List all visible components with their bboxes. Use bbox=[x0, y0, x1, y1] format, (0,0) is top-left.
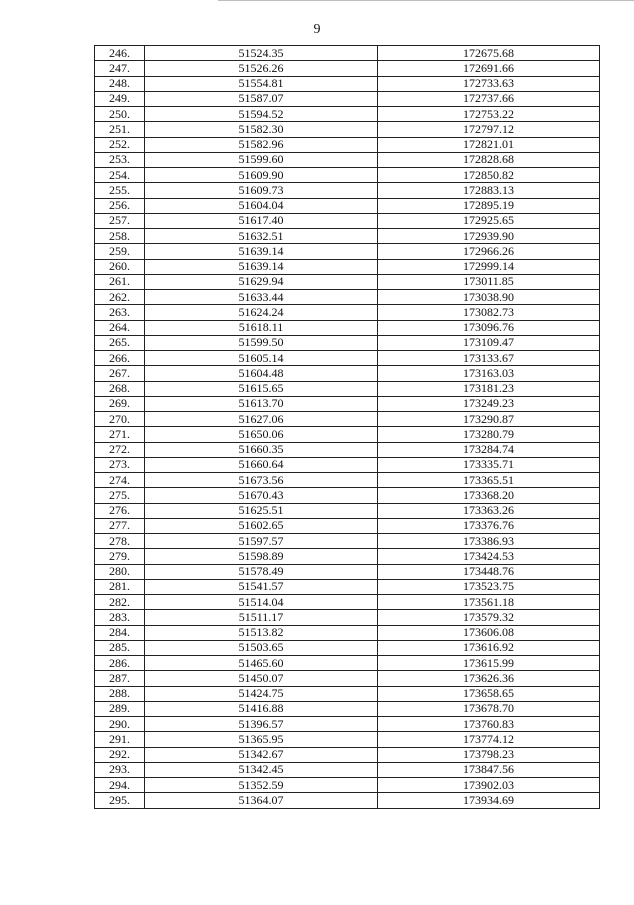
y-coordinate-cell: 172675.68 bbox=[378, 46, 600, 61]
y-coordinate-cell: 173280.79 bbox=[378, 427, 600, 442]
point-number-cell: 251. bbox=[95, 122, 145, 137]
x-coordinate-cell: 51513.82 bbox=[145, 625, 378, 640]
x-coordinate-cell: 51342.67 bbox=[145, 747, 378, 762]
y-coordinate-cell: 173615.99 bbox=[378, 656, 600, 671]
point-number-cell: 248. bbox=[95, 76, 145, 91]
x-coordinate-cell: 51582.96 bbox=[145, 137, 378, 152]
y-coordinate-cell: 172737.66 bbox=[378, 91, 600, 106]
x-coordinate-cell: 51503.65 bbox=[145, 640, 378, 655]
point-number-cell: 261. bbox=[95, 274, 145, 289]
y-coordinate-cell: 173386.93 bbox=[378, 534, 600, 549]
point-number-cell: 257. bbox=[95, 213, 145, 228]
x-coordinate-cell: 51416.88 bbox=[145, 701, 378, 716]
table-row bbox=[95, 61, 600, 76]
x-coordinate-cell: 51609.73 bbox=[145, 183, 378, 198]
table-row bbox=[95, 762, 600, 777]
point-number-cell: 255. bbox=[95, 183, 145, 198]
table-row bbox=[95, 183, 600, 198]
point-number-cell: 256. bbox=[95, 198, 145, 213]
x-coordinate-cell: 51424.75 bbox=[145, 686, 378, 701]
x-coordinate-cell: 51352.59 bbox=[145, 778, 378, 793]
table-row bbox=[95, 122, 600, 137]
x-coordinate-cell: 51597.57 bbox=[145, 534, 378, 549]
y-coordinate-cell: 172883.13 bbox=[378, 183, 600, 198]
y-coordinate-cell: 173523.75 bbox=[378, 579, 600, 594]
point-number-cell: 267. bbox=[95, 366, 145, 381]
x-coordinate-cell: 51365.95 bbox=[145, 732, 378, 747]
top-rule bbox=[218, 0, 634, 1]
point-number-cell: 286. bbox=[95, 656, 145, 671]
y-coordinate-cell: 173038.90 bbox=[378, 290, 600, 305]
point-number-cell: 293. bbox=[95, 762, 145, 777]
y-coordinate-cell: 173561.18 bbox=[378, 595, 600, 610]
point-number-cell: 284. bbox=[95, 625, 145, 640]
x-coordinate-cell: 51604.48 bbox=[145, 366, 378, 381]
x-coordinate-cell: 51660.64 bbox=[145, 457, 378, 472]
table-row bbox=[95, 305, 600, 320]
x-coordinate-cell: 51450.07 bbox=[145, 671, 378, 686]
coordinates-table bbox=[94, 45, 600, 809]
table-row bbox=[95, 671, 600, 686]
y-coordinate-cell: 172895.19 bbox=[378, 198, 600, 213]
y-coordinate-cell: 173011.85 bbox=[378, 274, 600, 289]
y-coordinate-cell: 173290.87 bbox=[378, 412, 600, 427]
y-coordinate-cell: 173133.67 bbox=[378, 351, 600, 366]
x-coordinate-cell: 51617.40 bbox=[145, 213, 378, 228]
x-coordinate-cell: 51602.65 bbox=[145, 518, 378, 533]
x-coordinate-cell: 51526.26 bbox=[145, 61, 378, 76]
point-number-cell: 271. bbox=[95, 427, 145, 442]
x-coordinate-cell: 51514.04 bbox=[145, 595, 378, 610]
table-row bbox=[95, 335, 600, 350]
x-coordinate-cell: 51618.11 bbox=[145, 320, 378, 335]
point-number-cell: 274. bbox=[95, 473, 145, 488]
table-row bbox=[95, 244, 600, 259]
y-coordinate-cell: 173363.26 bbox=[378, 503, 600, 518]
table-row bbox=[95, 625, 600, 640]
x-coordinate-cell: 51627.06 bbox=[145, 412, 378, 427]
x-coordinate-cell: 51615.65 bbox=[145, 381, 378, 396]
x-coordinate-cell: 51587.07 bbox=[145, 91, 378, 106]
point-number-cell: 287. bbox=[95, 671, 145, 686]
point-number-cell: 268. bbox=[95, 381, 145, 396]
x-coordinate-cell: 51605.14 bbox=[145, 351, 378, 366]
y-coordinate-cell: 173774.12 bbox=[378, 732, 600, 747]
y-coordinate-cell: 172691.66 bbox=[378, 61, 600, 76]
y-coordinate-cell: 173181.23 bbox=[378, 381, 600, 396]
point-number-cell: 247. bbox=[95, 61, 145, 76]
y-coordinate-cell: 173448.76 bbox=[378, 564, 600, 579]
page-number: 9 bbox=[313, 22, 321, 37]
point-number-cell: 290. bbox=[95, 717, 145, 732]
point-number-cell: 265. bbox=[95, 335, 145, 350]
table-row bbox=[95, 534, 600, 549]
x-coordinate-cell: 51342.45 bbox=[145, 762, 378, 777]
table-row bbox=[95, 91, 600, 106]
x-coordinate-cell: 51524.35 bbox=[145, 46, 378, 61]
point-number-cell: 276. bbox=[95, 503, 145, 518]
point-number-cell: 283. bbox=[95, 610, 145, 625]
point-number-cell: 275. bbox=[95, 488, 145, 503]
y-coordinate-cell: 173847.56 bbox=[378, 762, 600, 777]
y-coordinate-cell: 173678.70 bbox=[378, 701, 600, 716]
y-coordinate-cell: 173579.32 bbox=[378, 610, 600, 625]
point-number-cell: 252. bbox=[95, 137, 145, 152]
point-number-cell: 295. bbox=[95, 793, 145, 808]
point-number-cell: 263. bbox=[95, 305, 145, 320]
x-coordinate-cell: 51511.17 bbox=[145, 610, 378, 625]
y-coordinate-cell: 172797.12 bbox=[378, 122, 600, 137]
x-coordinate-cell: 51604.04 bbox=[145, 198, 378, 213]
table-row bbox=[95, 198, 600, 213]
y-coordinate-cell: 173365.51 bbox=[378, 473, 600, 488]
point-number-cell: 246. bbox=[95, 46, 145, 61]
x-coordinate-cell: 51396.57 bbox=[145, 717, 378, 732]
table-row bbox=[95, 427, 600, 442]
y-coordinate-cell: 173249.23 bbox=[378, 396, 600, 411]
y-coordinate-cell: 173096.76 bbox=[378, 320, 600, 335]
table-row bbox=[95, 274, 600, 289]
x-coordinate-cell: 51594.52 bbox=[145, 107, 378, 122]
x-coordinate-cell: 51598.89 bbox=[145, 549, 378, 564]
point-number-cell: 291. bbox=[95, 732, 145, 747]
point-number-cell: 281. bbox=[95, 579, 145, 594]
y-coordinate-cell: 172925.65 bbox=[378, 213, 600, 228]
y-coordinate-cell: 173626.36 bbox=[378, 671, 600, 686]
y-coordinate-cell: 173424.53 bbox=[378, 549, 600, 564]
y-coordinate-cell: 172821.01 bbox=[378, 137, 600, 152]
table-row bbox=[95, 732, 600, 747]
table-row bbox=[95, 717, 600, 732]
point-number-cell: 289. bbox=[95, 701, 145, 716]
x-coordinate-cell: 51465.60 bbox=[145, 656, 378, 671]
table-row bbox=[95, 259, 600, 274]
y-coordinate-cell: 172850.82 bbox=[378, 168, 600, 183]
table-row bbox=[95, 640, 600, 655]
point-number-cell: 277. bbox=[95, 518, 145, 533]
point-number-cell: 250. bbox=[95, 107, 145, 122]
table-row bbox=[95, 381, 600, 396]
x-coordinate-cell: 51625.51 bbox=[145, 503, 378, 518]
x-coordinate-cell: 51639.14 bbox=[145, 259, 378, 274]
point-number-cell: 282. bbox=[95, 595, 145, 610]
y-coordinate-cell: 172999.14 bbox=[378, 259, 600, 274]
point-number-cell: 249. bbox=[95, 91, 145, 106]
table-row bbox=[95, 549, 600, 564]
y-coordinate-cell: 173109.47 bbox=[378, 335, 600, 350]
table-row bbox=[95, 290, 600, 305]
table-row bbox=[95, 610, 600, 625]
point-number-cell: 260. bbox=[95, 259, 145, 274]
table-row bbox=[95, 503, 600, 518]
y-coordinate-cell: 173082.73 bbox=[378, 305, 600, 320]
point-number-cell: 285. bbox=[95, 640, 145, 655]
x-coordinate-cell: 51673.56 bbox=[145, 473, 378, 488]
x-coordinate-cell: 51609.90 bbox=[145, 168, 378, 183]
x-coordinate-cell: 51650.06 bbox=[145, 427, 378, 442]
table-row bbox=[95, 46, 600, 61]
y-coordinate-cell: 173376.76 bbox=[378, 518, 600, 533]
point-number-cell: 272. bbox=[95, 442, 145, 457]
point-number-cell: 288. bbox=[95, 686, 145, 701]
y-coordinate-cell: 173368.20 bbox=[378, 488, 600, 503]
table-row bbox=[95, 701, 600, 716]
table-row bbox=[95, 686, 600, 701]
table-row bbox=[95, 168, 600, 183]
point-number-cell: 270. bbox=[95, 412, 145, 427]
y-coordinate-cell: 173934.69 bbox=[378, 793, 600, 808]
table-row bbox=[95, 412, 600, 427]
point-number-cell: 280. bbox=[95, 564, 145, 579]
table-row bbox=[95, 366, 600, 381]
table-row bbox=[95, 457, 600, 472]
x-coordinate-cell: 51632.51 bbox=[145, 229, 378, 244]
table-row bbox=[95, 152, 600, 167]
x-coordinate-cell: 51554.81 bbox=[145, 76, 378, 91]
x-coordinate-cell: 51660.35 bbox=[145, 442, 378, 457]
coordinates-table-body bbox=[95, 46, 600, 809]
table-row bbox=[95, 747, 600, 762]
table-row bbox=[95, 229, 600, 244]
x-coordinate-cell: 51624.24 bbox=[145, 305, 378, 320]
x-coordinate-cell: 51670.43 bbox=[145, 488, 378, 503]
point-number-cell: 278. bbox=[95, 534, 145, 549]
y-coordinate-cell: 173902.03 bbox=[378, 778, 600, 793]
point-number-cell: 264. bbox=[95, 320, 145, 335]
y-coordinate-cell: 173616.92 bbox=[378, 640, 600, 655]
x-coordinate-cell: 51578.49 bbox=[145, 564, 378, 579]
table-row bbox=[95, 442, 600, 457]
table-row bbox=[95, 488, 600, 503]
x-coordinate-cell: 51541.57 bbox=[145, 579, 378, 594]
table-row bbox=[95, 518, 600, 533]
table-row bbox=[95, 793, 600, 808]
table-row bbox=[95, 351, 600, 366]
point-number-cell: 262. bbox=[95, 290, 145, 305]
x-coordinate-cell: 51633.44 bbox=[145, 290, 378, 305]
x-coordinate-cell: 51599.60 bbox=[145, 152, 378, 167]
x-coordinate-cell: 51599.50 bbox=[145, 335, 378, 350]
point-number-cell: 253. bbox=[95, 152, 145, 167]
y-coordinate-cell: 173163.03 bbox=[378, 366, 600, 381]
y-coordinate-cell: 173284.74 bbox=[378, 442, 600, 457]
table-row bbox=[95, 564, 600, 579]
y-coordinate-cell: 172939.90 bbox=[378, 229, 600, 244]
point-number-cell: 294. bbox=[95, 778, 145, 793]
x-coordinate-cell: 51639.14 bbox=[145, 244, 378, 259]
table-row bbox=[95, 473, 600, 488]
x-coordinate-cell: 51582.30 bbox=[145, 122, 378, 137]
table-row bbox=[95, 396, 600, 411]
y-coordinate-cell: 172733.63 bbox=[378, 76, 600, 91]
y-coordinate-cell: 172753.22 bbox=[378, 107, 600, 122]
x-coordinate-cell: 51629.94 bbox=[145, 274, 378, 289]
y-coordinate-cell: 173606.08 bbox=[378, 625, 600, 640]
point-number-cell: 266. bbox=[95, 351, 145, 366]
table-row bbox=[95, 76, 600, 91]
point-number-cell: 292. bbox=[95, 747, 145, 762]
point-number-cell: 254. bbox=[95, 168, 145, 183]
y-coordinate-cell: 173760.83 bbox=[378, 717, 600, 732]
table-row bbox=[95, 579, 600, 594]
y-coordinate-cell: 173335.71 bbox=[378, 457, 600, 472]
point-number-cell: 279. bbox=[95, 549, 145, 564]
x-coordinate-cell: 51613.70 bbox=[145, 396, 378, 411]
table-row bbox=[95, 107, 600, 122]
table-row bbox=[95, 595, 600, 610]
table-row bbox=[95, 137, 600, 152]
point-number-cell: 258. bbox=[95, 229, 145, 244]
y-coordinate-cell: 172828.68 bbox=[378, 152, 600, 167]
point-number-cell: 269. bbox=[95, 396, 145, 411]
table-row bbox=[95, 320, 600, 335]
table-row bbox=[95, 778, 600, 793]
y-coordinate-cell: 173798.23 bbox=[378, 747, 600, 762]
y-coordinate-cell: 173658.65 bbox=[378, 686, 600, 701]
y-coordinate-cell: 172966.26 bbox=[378, 244, 600, 259]
point-number-cell: 273. bbox=[95, 457, 145, 472]
table-row bbox=[95, 656, 600, 671]
point-number-cell: 259. bbox=[95, 244, 145, 259]
table-row bbox=[95, 213, 600, 228]
x-coordinate-cell: 51364.07 bbox=[145, 793, 378, 808]
